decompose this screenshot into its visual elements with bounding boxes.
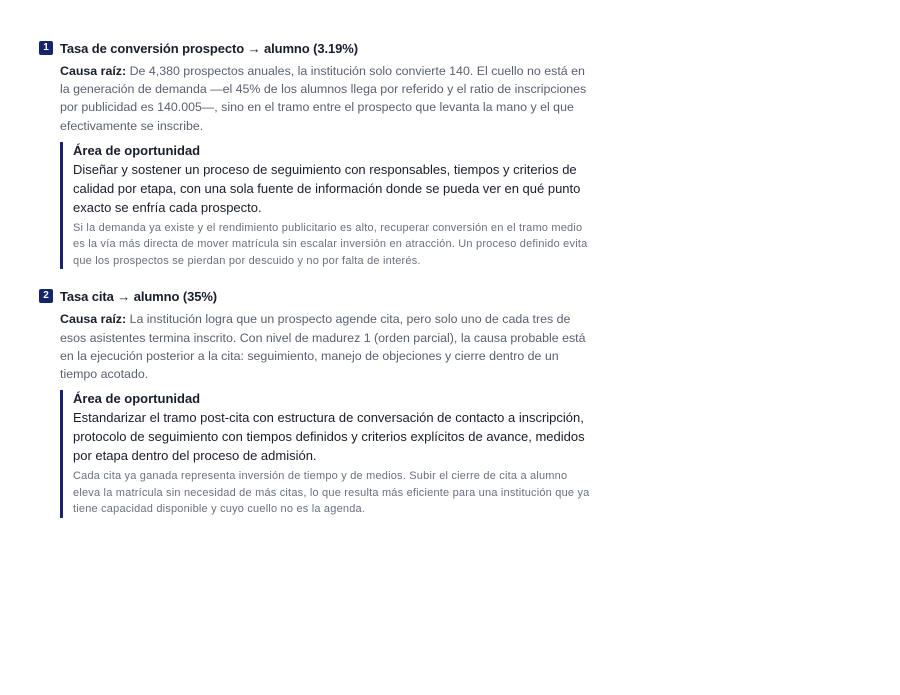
- finding-header: [39, 38, 599, 58]
- opportunity-body: Estandarizar el tramo post-cita con estructura de conversación de contacto a inscripción, protocolo de seguimiento con tiempos definidos y criterios explícitos de avance, medidos por etapa dentro del proceso de admisión.: [73, 410, 585, 464]
- findings-list: [39, 38, 599, 535]
- root-cause-text: De 4,380 prospectos anuales, la institución solo convierte 140. El cuello no está en la generación de demanda —el 45% de los alumnos llega por referido y el ratio de inscripciones por publicidad es 140.005—, sino en el tramo entre el prospecto que levanta la mano y el que efectivamente se inscribe.: [60, 64, 587, 133]
- opportunity-title: Área de oportunidad: [73, 142, 201, 158]
- finding-number-badge: 1: [39, 41, 53, 55]
- root-cause-text: La institución logra que un prospecto agende cita, pero solo uno de cada tres de esos asistentes termina inscrito. Con nivel de madurez 1 (orden parcial), la causa probable está en la ejecución posterior a la cita: seguimiento, manejo de objeciones y cierre dentro de un tiempo acotado.: [60, 312, 586, 381]
- root-cause: [60, 310, 595, 383]
- opportunity-body: Diseñar y sostener un proceso de seguimiento con responsables, tiempos y criterios de calidad por etapa, con una sola fuente de información donde se pueda ver en qué punto exacto se enfría cada prospecto.: [73, 161, 581, 215]
- opportunity-block: [60, 142, 593, 270]
- root-cause: [60, 62, 595, 135]
- opportunity-block: [60, 390, 593, 518]
- finding-1: [39, 38, 599, 269]
- opportunity-title: Área de oportunidad: [73, 391, 201, 407]
- opportunity-note: Cada cita ya ganada representa inversión de tiempo y de medios. Subir el cierre de cita a alumno eleva la matrícula sin necesidad de más citas, lo que resulta más eficiente para una institución que ya tiene capacidad disponible y cuyo cuello no es la agenda.: [73, 470, 590, 516]
- root-cause-label: Causa raíz:: [60, 64, 127, 78]
- root-cause-label: Causa raíz:: [60, 312, 127, 327]
- finding-2: [39, 286, 599, 517]
- finding-title: Tasa cita → alumno (35%): [60, 288, 218, 304]
- finding-title: Tasa de conversión prospecto → alumno (3.19%): [60, 40, 358, 56]
- finding-number-badge: 2: [39, 289, 53, 303]
- finding-header: [39, 286, 599, 306]
- opportunity-note: Si la demanda ya existe y el rendimiento publicitario es alto, recuperar conversión en el tramo medio es la vía más directa de mover matrícula sin escalar inversión en atracción. Un proceso definido evita que los prospectos se pierdan por descuido y no por falta de interés.: [73, 221, 588, 267]
